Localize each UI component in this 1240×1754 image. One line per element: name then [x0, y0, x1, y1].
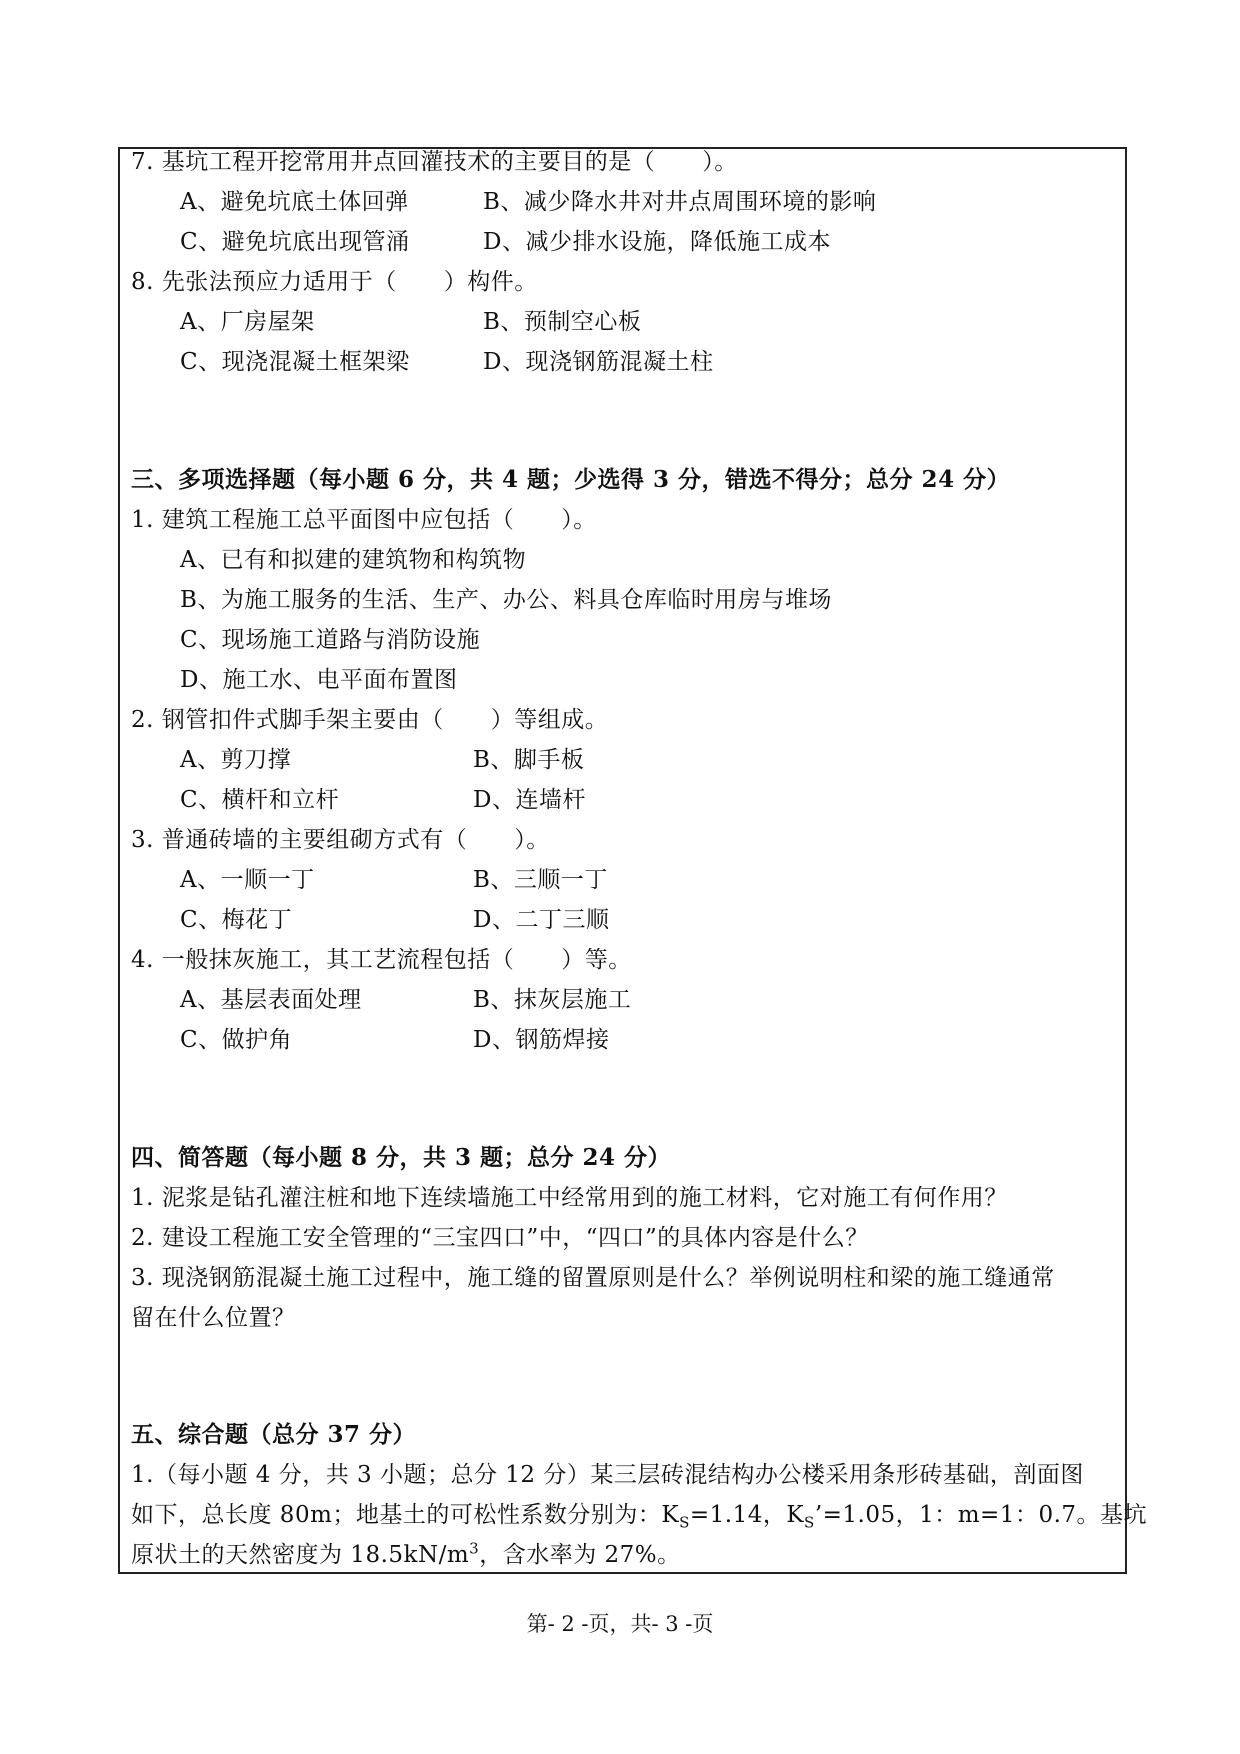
s4-question-2: 2. 建设工程施工安全管理的“三宝四口”中，“四口”的具体内容是什么？ — [131, 1225, 869, 1251]
section-5-heading: 五、综合题（总分 37 分） — [131, 1421, 417, 1448]
s5-line-3-part-2: ，含水率为 27%。 — [479, 1542, 681, 1568]
question-8-option-a: A、厂房屋架 — [180, 309, 315, 335]
s3-question-3-option-a: A、一顺一丁 — [180, 867, 315, 893]
s3-question-1-option-d: D、施工水、电平面布置图 — [180, 667, 458, 693]
s3-question-2-option-d: D、连墙杆 — [473, 787, 586, 813]
s3-question-4-stem: 4. 一般抹灰施工，其工艺流程包括（ ）等。 — [131, 947, 632, 973]
question-7-option-a: A、避免坑底土体回弹 — [180, 189, 409, 215]
question-8-option-c: C、现浇混凝土框架梁 — [180, 349, 410, 375]
s3-question-3-option-b: B、三顺一丁 — [473, 867, 608, 893]
s5-problem-line-3 — [131, 1540, 681, 1570]
s3-question-3-option-d: D、二丁三顺 — [473, 907, 610, 933]
s3-question-4-option-c: C、做护角 — [180, 1027, 293, 1053]
s3-question-2-option-a: A、剪刀撑 — [180, 747, 292, 773]
s3-question-3-stem: 3. 普通砖墙的主要组砌方式有（ ）。 — [131, 827, 550, 853]
s5-line-3-part-1: 原状土的天然密度为 18.5kN/m — [131, 1542, 470, 1568]
page-footer: 第- 2 -页，共- 3 -页 — [526, 1612, 714, 1636]
s5-line-2-part-1: 如下，总长度 80m；地基土的可松性系数分别为：K — [131, 1502, 680, 1528]
s3-question-4-option-d: D、钢筋焊接 — [473, 1027, 610, 1053]
question-7-option-b: B、减少降水井对井点周围环境的影响 — [483, 189, 877, 215]
s3-question-1-stem: 1. 建筑工程施工总平面图中应包括（ ）。 — [131, 507, 597, 533]
s3-question-2-stem: 2. 钢管扣件式脚手架主要由（ ）等组成。 — [131, 707, 609, 733]
s4-question-3-line-2: 留在什么位置？ — [131, 1305, 296, 1331]
question-8-option-d: D、现浇钢筋混凝土柱 — [483, 349, 714, 375]
question-7-option-c: C、避免坑底出现管涌 — [180, 229, 410, 255]
s5-problem-line-1: 1.（每小题 4 分，共 3 小题；总分 12 分）某三层砖混结构办公楼采用条形砖基础，剖面图 — [131, 1462, 1084, 1488]
s4-question-3-line-1: 3. 现浇钢筋混凝土施工过程中，施工缝的留置原则是什么？举例说明柱和梁的施工缝通常 — [131, 1265, 1055, 1291]
s3-question-1-option-a: A、已有和拟建的建筑物和构筑物 — [180, 547, 527, 573]
s5-line-2-part-3: ’=1.05，1：m=1：0.7。基坑 — [814, 1502, 1148, 1528]
s3-question-4-option-b: B、抹灰层施工 — [473, 987, 632, 1013]
section-4-heading: 四、简答题（每小题 8 分，共 3 题；总分 24 分） — [131, 1144, 672, 1171]
s5-problem-line-2 — [131, 1500, 1147, 1530]
question-8-stem: 8. 先张法预应力适用于（ ）构件。 — [131, 269, 538, 295]
section-3-heading: 三、多项选择题（每小题 6 分，共 4 题；少选得 3 分，错选不得分；总分 24 分） — [131, 466, 1011, 493]
s3-question-4-option-a: A、基层表面处理 — [180, 987, 362, 1013]
s4-question-1: 1. 泥浆是钻孔灌注桩和地下连续墙施工中经常用到的施工材料，它对施工有何作用？ — [131, 1185, 1008, 1211]
s3-question-3-option-c: C、梅花丁 — [180, 907, 293, 933]
s3-question-2-option-c: C、横杆和立杆 — [180, 787, 340, 813]
s3-question-1-option-b: B、为施工服务的生活、生产、办公、料具仓库临时用房与堆场 — [180, 587, 832, 613]
s3-question-1-option-c: C、现场施工道路与消防设施 — [180, 627, 481, 653]
question-7-option-d: D、减少排水设施，降低施工成本 — [483, 229, 831, 255]
ks-subscript-2: S — [804, 1513, 815, 1532]
question-7-stem: 7. 基坑工程开挖常用井点回灌技术的主要目的是（ ）。 — [131, 149, 738, 175]
s3-question-2-option-b: B、脚手板 — [473, 747, 585, 773]
cubic-superscript: 3 — [469, 1539, 480, 1558]
question-8-option-b: B、预制空心板 — [483, 309, 642, 335]
ks-subscript-1: S — [679, 1513, 690, 1532]
s5-line-2-part-2: =1.14，K — [689, 1502, 805, 1528]
